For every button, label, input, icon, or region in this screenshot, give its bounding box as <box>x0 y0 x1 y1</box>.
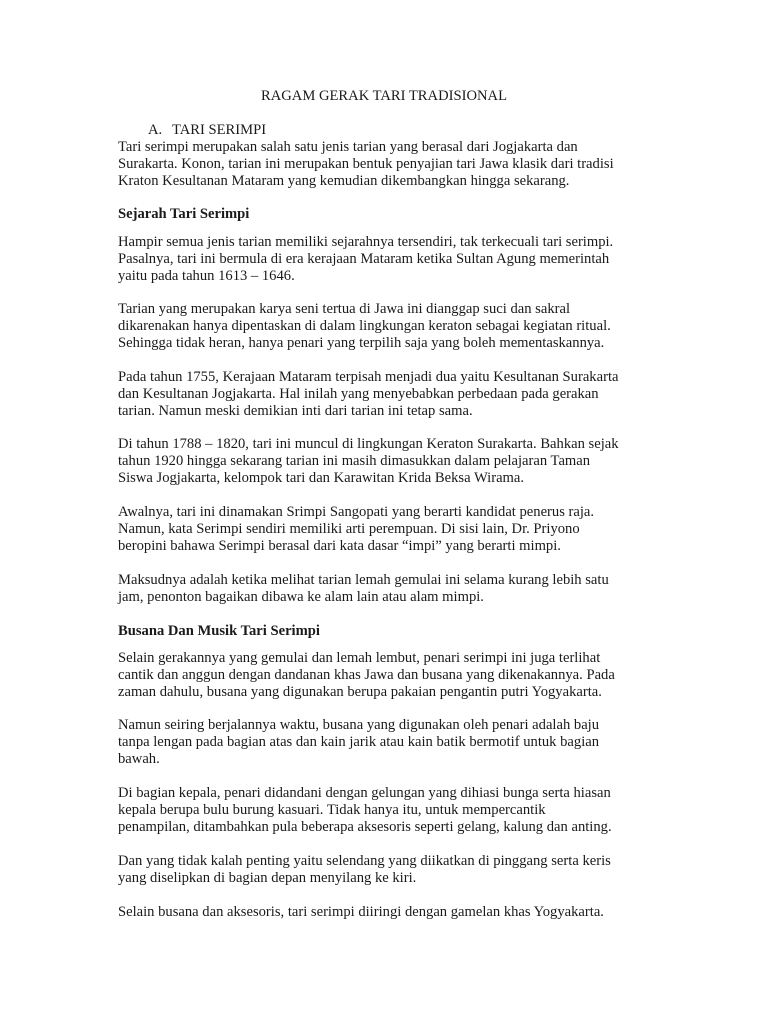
text-line: Tari serimpi merupakan salah satu jenis tarian yang berasal dari Jogjakarta dan <box>118 139 578 155</box>
text-line: Namun seiring berjalannya waktu, busana yang digunakan oleh penari adalah baju <box>118 717 600 733</box>
text-line: Hampir semua jenis tarian memiliki sejarahnya tersendiri, tak terkecuali tari serimpi. <box>118 234 614 250</box>
paragraph-busana-1 <box>118 650 758 702</box>
text-line: tarian. Namun meski demikian inti dari tarian ini tetap sama. <box>118 403 473 420</box>
paragraph-sejarah-5 <box>118 504 758 556</box>
text-line: beropini bahawa Serimpi berasal dari kata dasar “impi” yang berarti mimpi. <box>118 538 561 555</box>
paragraph-busana-4 <box>118 853 758 887</box>
text-line: Maksudnya adalah ketika melihat tarian lemah gemulai ini selama kurang lebih satu <box>118 572 609 588</box>
text-line: kepala berupa bulu burung kasuari. Tidak hanya itu, untuk mempercantik <box>118 802 546 819</box>
paragraph-sejarah-2 <box>118 301 758 353</box>
text-line: tahun 1920 hingga sekarang tarian ini masih dimasukkan dalam pelajaran Taman <box>118 453 591 470</box>
paragraph-sejarah-1 <box>118 234 758 286</box>
text-line: jam, penonton bagaikan dibawa ke alam lain atau alam mimpi. <box>118 589 484 606</box>
text-line: Tarian yang merupakan karya seni tertua di Jawa ini dianggap suci dan sakral <box>118 301 571 317</box>
section-number: A. <box>148 122 163 138</box>
section-label: TARI SERIMPI <box>172 122 267 138</box>
text-line: penampilan, ditambahkan pula beberapa aksesoris seperti gelang, kalung dan anting. <box>118 819 612 836</box>
section-a-heading <box>148 122 266 139</box>
text-line: Sehingga tidak heran, hanya penari yang terpilih saja yang boleh mementaskannya. <box>118 335 605 352</box>
text-line: dikarenakan hanya dipentaskan di dalam lingkungan keraton sebagai kegiatan ritual. <box>118 318 611 335</box>
text-line: Di bagian kepala, penari didandani dengan gelungan yang dihiasi bunga serta hiasan <box>118 785 611 801</box>
text-line: dan Kesultanan Jogjakarta. Hal inilah yang menyebabkan perbedaan pada gerakan <box>118 386 599 403</box>
text-line: tanpa lengan pada bagian atas dan kain jarik atau kain batik bermotif untuk bagian <box>118 734 600 751</box>
paragraph-busana-2 <box>118 717 758 769</box>
paragraph-sejarah-6 <box>118 572 758 606</box>
document-title: RAGAM GERAK TARI TRADISIONAL <box>261 88 507 104</box>
text-line: Surakarta. Konon, tarian ini merupakan bentuk penyajian tari Jawa klasik dari tradisi <box>118 156 614 173</box>
text-line: cantik dan anggun dengan dandanan khas Jawa dan busana yang dikenakannya. Pada <box>118 667 615 684</box>
paragraph-sejarah-4 <box>118 436 758 488</box>
text-line: Dan yang tidak kalah penting yaitu selendang yang diikatkan di pinggang serta keris <box>118 853 611 869</box>
text-line: Pasalnya, tari ini bermula di era kerajaan Mataram ketika Sultan Agung memerintah <box>118 251 610 268</box>
text-line: zaman dahulu, busana yang digunakan berupa pakaian pengantin putri Yogyakarta. <box>118 684 602 701</box>
text-line: Awalnya, tari ini dinamakan Srimpi Sangopati yang berarti kandidat penerus raja. <box>118 504 595 520</box>
text-line: Selain busana dan aksesoris, tari serimpi diiringi dengan gamelan khas Yogyakarta. <box>118 904 604 920</box>
heading-sejarah: Sejarah Tari Serimpi <box>118 206 250 222</box>
intro-paragraph <box>118 139 758 191</box>
text-line: Pada tahun 1755, Kerajaan Mataram terpisah menjadi dua yaitu Kesultanan Surakarta <box>118 369 619 385</box>
text-line: bawah. <box>118 751 160 768</box>
text-line: yang diselipkan di bagian depan menyilang ke kiri. <box>118 870 417 887</box>
heading-busana: Busana Dan Musik Tari Serimpi <box>118 623 320 639</box>
text-line: Namun, kata Serimpi sendiri memiliki arti perempuan. Di sisi lain, Dr. Priyono <box>118 521 580 538</box>
text-line: Di tahun 1788 – 1820, tari ini muncul di lingkungan Keraton Surakarta. Bahkan sejak <box>118 436 619 452</box>
text-line: Siswa Jogjakarta, kelompok tari dan Karawitan Krida Beksa Wirama. <box>118 470 525 487</box>
text-line: Selain gerakannya yang gemulai dan lemah lembut, penari serimpi ini juga terlihat <box>118 650 601 666</box>
paragraph-busana-3 <box>118 785 758 837</box>
text-line: yaitu pada tahun 1613 – 1646. <box>118 268 295 285</box>
paragraph-busana-5 <box>118 904 758 921</box>
paragraph-sejarah-3 <box>118 369 758 421</box>
text-line: Kraton Kesultanan Mataram yang kemudian dikembangkan hingga sekarang. <box>118 173 570 190</box>
